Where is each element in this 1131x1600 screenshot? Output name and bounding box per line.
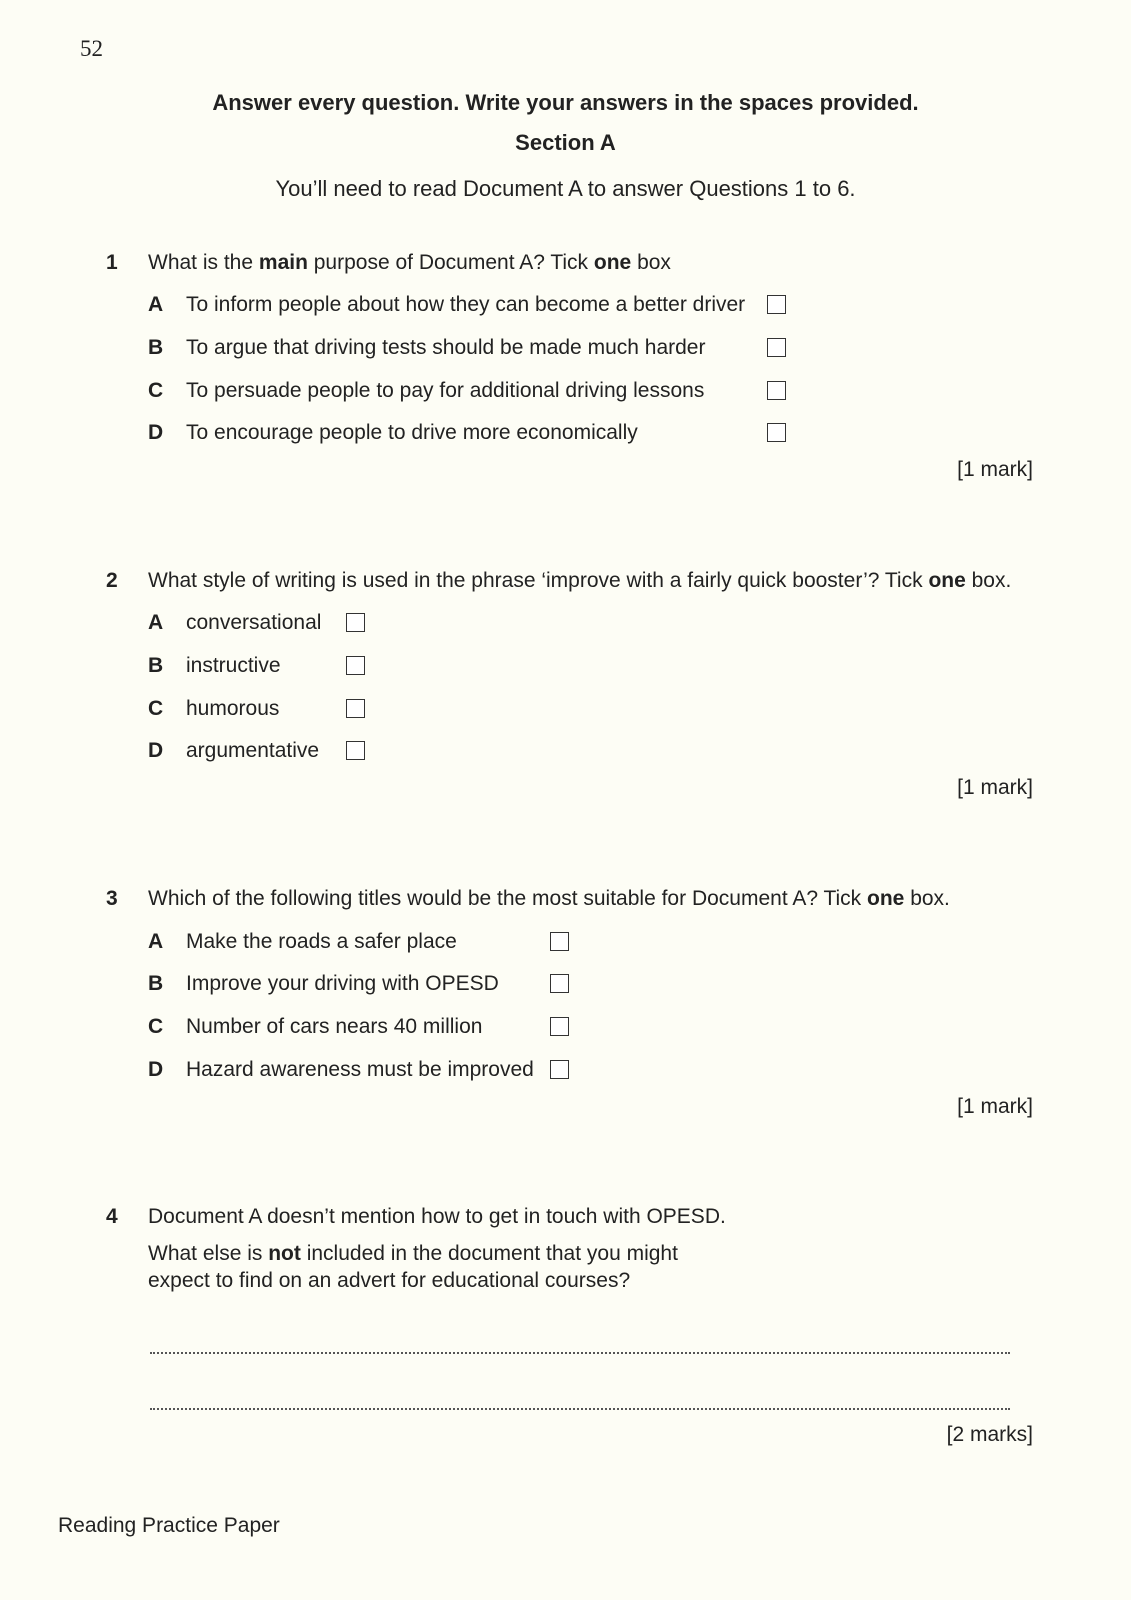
option-text: conversational: [186, 611, 322, 634]
question-number: 1: [106, 251, 118, 274]
option-text: To encourage people to drive more economically: [186, 421, 638, 444]
marks-label: [1 mark]: [957, 458, 1033, 481]
tick-box-2a[interactable]: [346, 613, 365, 632]
question-text: What style of writing is used in the phrase ‘improve with a fairly quick booster’? Tick one box.: [148, 569, 1012, 592]
option-letter: B: [148, 336, 164, 359]
option-letter: A: [148, 611, 164, 634]
tick-box-2d[interactable]: [346, 741, 365, 760]
option-letter: C: [148, 379, 164, 402]
question-text: expect to find on an advert for educational courses?: [148, 1269, 631, 1292]
tick-box-1d[interactable]: [767, 423, 786, 442]
question-number: 4: [106, 1205, 118, 1228]
option-text: Hazard awareness must be improved: [186, 1058, 534, 1081]
option-text: To persuade people to pay for additional driving lessons: [186, 379, 705, 402]
question-number: 3: [106, 887, 118, 910]
tick-box-2b[interactable]: [346, 656, 365, 675]
tick-box-3c[interactable]: [550, 1017, 569, 1036]
section-heading: Section A: [515, 130, 616, 155]
tick-box-1b[interactable]: [767, 338, 786, 357]
tick-box-1a[interactable]: [767, 295, 786, 314]
option-letter: A: [148, 930, 164, 953]
question-text: What is the main purpose of Document A? Tick one box: [148, 251, 671, 274]
instruction-heading: Answer every question. Write your answers in the spaces provided.: [212, 90, 919, 115]
option-text: Make the roads a safer place: [186, 930, 457, 953]
option-text: argumentative: [186, 739, 320, 762]
option-letter: D: [148, 739, 164, 762]
question-text: Document A doesn’t mention how to get in touch with OPESD.: [148, 1205, 726, 1228]
marks-label: [1 mark]: [957, 1095, 1033, 1118]
answer-line[interactable]: [150, 1408, 1010, 1410]
option-letter: B: [148, 654, 164, 677]
answer-line[interactable]: [150, 1352, 1010, 1354]
intro-text: You’ll need to read Document A to answer Questions 1 to 6.: [275, 176, 856, 201]
tick-box-3d[interactable]: [550, 1060, 569, 1079]
option-text: To argue that driving tests should be made much harder: [186, 336, 706, 359]
option-letter: D: [148, 421, 164, 444]
tick-box-3b[interactable]: [550, 974, 569, 993]
tick-box-1c[interactable]: [767, 381, 786, 400]
option-text: Number of cars nears 40 million: [186, 1015, 483, 1038]
option-text: Improve your driving with OPESD: [186, 972, 499, 995]
question-number: 2: [106, 569, 118, 592]
option-letter: C: [148, 697, 164, 720]
option-letter: A: [148, 293, 164, 316]
marks-label: [2 marks]: [946, 1423, 1033, 1446]
tick-box-3a[interactable]: [550, 932, 569, 951]
footer-text: Reading Practice Paper: [58, 1514, 280, 1537]
marks-label: [1 mark]: [957, 776, 1033, 799]
question-text: What else is not included in the document that you might: [148, 1242, 678, 1265]
option-text: instructive: [186, 654, 281, 677]
option-letter: C: [148, 1015, 164, 1038]
option-letter: B: [148, 972, 164, 995]
question-text: Which of the following titles would be the most suitable for Document A? Tick one box.: [148, 887, 950, 910]
option-text: To inform people about how they can become a better driver: [186, 293, 746, 316]
option-letter: D: [148, 1058, 164, 1081]
page-number: 52: [80, 36, 103, 61]
option-text: humorous: [186, 697, 280, 720]
tick-box-2c[interactable]: [346, 699, 365, 718]
